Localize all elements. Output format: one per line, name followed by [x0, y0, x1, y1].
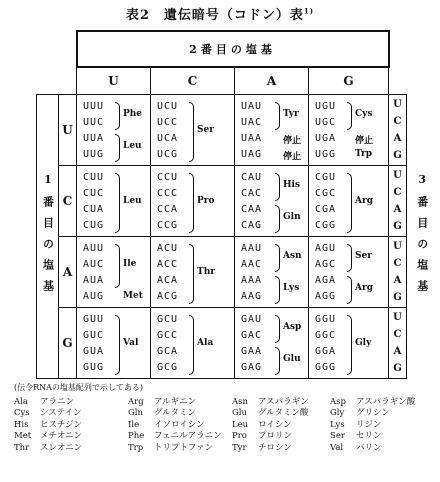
table-note: (伝令RNAの塩基配列で示してある)	[14, 383, 144, 392]
codon: ACU	[157, 243, 179, 254]
legend-abbreviation: Ile	[128, 419, 140, 430]
codon: CAG	[241, 220, 263, 231]
amino-acid-label: Asn	[283, 251, 302, 261]
title-reference: 1)	[303, 6, 315, 16]
legend-name: メチオニン	[40, 431, 82, 442]
legend-entry	[330, 443, 415, 454]
legend-entry	[330, 420, 415, 431]
codon: CCA	[157, 204, 179, 215]
codon: AAA	[241, 275, 263, 286]
codon: CUU	[83, 172, 105, 183]
codon-cell	[235, 95, 309, 166]
position2-base-u: U	[77, 67, 151, 95]
legend-name: グルタミン	[154, 408, 196, 419]
codon-cell	[151, 166, 235, 237]
legend-name: プロリン	[258, 431, 293, 442]
codon: UUG	[83, 149, 105, 160]
position3-base: C	[393, 187, 402, 198]
codon: CGA	[315, 204, 337, 215]
legend-name: リジン	[356, 419, 382, 430]
codon-group-brace	[347, 276, 352, 304]
codon: GUU	[83, 314, 105, 325]
codon: UUU	[83, 101, 105, 112]
amino-acid-label: Leu	[123, 141, 142, 151]
legend-abbreviation: Asn	[232, 397, 248, 407]
position3-base: C	[393, 329, 402, 340]
amino-acid-label: Gly	[355, 338, 372, 348]
position3-bases	[389, 308, 407, 379]
legend-entry	[330, 397, 415, 408]
position3-base: G	[393, 363, 402, 374]
codon-cell	[77, 237, 151, 308]
legend-abbreviation: Trp	[128, 442, 144, 453]
legend-name: アスパラギン	[258, 397, 309, 407]
codon: GAU	[241, 314, 263, 325]
codon-cell	[235, 308, 309, 379]
codon: ACC	[157, 259, 179, 270]
legend-entry	[14, 431, 82, 442]
table-title	[0, 4, 440, 23]
amino-acid-label: Glu	[283, 354, 301, 364]
codon-cell	[151, 237, 235, 308]
codon: GCG	[157, 362, 179, 373]
codon-group-brace	[189, 173, 194, 233]
amino-acid-label: 停止	[283, 152, 302, 162]
codon: GGG	[315, 362, 337, 373]
legend-name: アスパラギン酸	[356, 397, 416, 407]
amino-acid-label: Pro	[197, 196, 215, 206]
legend-name: ヒスチジン	[40, 419, 82, 430]
position3-bases	[389, 237, 407, 308]
codon-cell	[151, 308, 235, 379]
amino-acid-label: Ile	[123, 259, 137, 269]
legend-entry	[128, 397, 222, 408]
legend-entry	[232, 443, 309, 454]
position3-label: 3番目の塩基	[415, 172, 429, 301]
codon: AUC	[83, 259, 105, 270]
legend-name: バリン	[356, 442, 382, 453]
legend-abbreviation: Leu	[232, 419, 249, 430]
codon: UCU	[157, 101, 179, 112]
codon: GCA	[157, 346, 179, 357]
legend-abbreviation: Pro	[232, 431, 247, 442]
codon-group-brace	[275, 205, 280, 233]
amino-acid-label: Thr	[197, 267, 215, 277]
codon-group-brace	[115, 102, 120, 130]
codon: ACG	[157, 291, 179, 302]
codon: GUC	[83, 330, 105, 341]
legend-abbreviation: Gln	[128, 408, 143, 419]
position3-base: U	[393, 170, 402, 181]
codon-cell	[309, 237, 389, 308]
position3-base: U	[393, 241, 402, 252]
legend-entry	[14, 408, 82, 419]
position3-base: A	[393, 133, 402, 144]
codon: CGG	[315, 220, 337, 231]
legend-abbreviation: Ala	[14, 397, 28, 407]
codon-group-brace	[275, 315, 280, 343]
codon-group-brace	[275, 347, 280, 375]
codon: CCU	[157, 172, 179, 183]
codon: AAC	[241, 259, 263, 270]
legend-column	[128, 397, 222, 454]
amino-acid-label: Ser	[355, 251, 372, 261]
codon-cell	[309, 166, 389, 237]
codon: UAG	[241, 149, 263, 160]
position2-base-c: C	[151, 67, 235, 95]
legend-abbreviation: Arg	[128, 397, 144, 407]
position1-base: G	[59, 308, 77, 379]
codon: CUC	[83, 188, 105, 199]
legend-name: スレオニン	[40, 442, 83, 453]
codon-group-brace	[275, 276, 280, 304]
codon-cell	[235, 237, 309, 308]
amino-acid-label: 停止	[283, 136, 302, 146]
position3-base: A	[393, 275, 402, 286]
legend-name: グルタミン酸	[258, 408, 309, 419]
legend-abbreviation: Lys	[330, 419, 345, 430]
codon-group-brace	[189, 315, 194, 375]
codon-group-brace	[275, 102, 280, 130]
legend-name: アルギニン	[154, 397, 197, 407]
position1-base: A	[59, 237, 77, 308]
codon: GGA	[315, 346, 337, 357]
codon-cell	[77, 166, 151, 237]
codon-group-brace	[189, 102, 194, 162]
legend-entry	[232, 408, 309, 419]
codon: GAA	[241, 346, 263, 357]
amino-acid-label: Phe	[123, 109, 143, 119]
amino-acid-label: His	[283, 180, 300, 190]
codon: AGG	[315, 291, 337, 302]
codon: AAG	[241, 291, 263, 302]
codon: UCC	[157, 117, 179, 128]
position3-base: U	[393, 312, 402, 323]
codon-group-brace	[115, 244, 120, 288]
legend-abbreviation: Tyr	[232, 442, 247, 453]
codon: UGU	[315, 101, 337, 112]
codon-cell	[235, 166, 309, 237]
codon: UAC	[241, 117, 263, 128]
codon: GAC	[241, 330, 263, 341]
legend-column	[14, 397, 82, 454]
codon: CAC	[241, 188, 263, 199]
codon: AUU	[83, 243, 105, 254]
codon: CUG	[83, 220, 105, 231]
position3-base: A	[393, 346, 402, 357]
legend-column	[232, 397, 309, 454]
amino-acid-label: Leu	[123, 196, 142, 206]
amino-acid-label: Trp	[355, 149, 373, 159]
title-text: 表2 遺伝暗号（コドン）表	[125, 8, 304, 23]
position3-base: G	[393, 150, 402, 161]
amino-acid-label: Arg	[355, 196, 374, 206]
legend-name: トリプトファン	[154, 442, 214, 453]
legend-name: アラニン	[40, 397, 75, 407]
codon-cell	[77, 95, 151, 166]
position3-base: C	[393, 258, 402, 269]
codon: UUC	[83, 117, 105, 128]
position3-bases	[389, 95, 407, 166]
codon-cell	[309, 308, 389, 379]
codon-group-brace	[115, 173, 120, 233]
codon-group-brace	[275, 244, 280, 272]
codon: CAU	[241, 172, 263, 183]
codon: AGC	[315, 259, 337, 270]
codon: UUA	[83, 133, 105, 144]
legend-entry	[128, 431, 222, 442]
codon: CCG	[157, 220, 179, 231]
legend-abbreviation: Phe	[128, 431, 145, 442]
codon-group-brace	[189, 244, 194, 304]
legend-entry	[14, 397, 82, 408]
codon: AUG	[83, 291, 105, 302]
codon-cell	[309, 95, 389, 166]
amino-acid-label: Asp	[283, 322, 302, 332]
amino-acid-label: Arg	[355, 283, 374, 293]
amino-acid-label: Cys	[355, 109, 373, 119]
codon: CUA	[83, 204, 105, 215]
legend-entry	[128, 408, 222, 419]
codon: GCC	[157, 330, 179, 341]
codon-group-brace	[115, 134, 120, 162]
legend-name: イソロイシン	[154, 419, 205, 430]
codon: GUG	[83, 362, 105, 373]
position2-base-a: A	[235, 67, 309, 95]
position2-header: 2番目の塩基	[77, 31, 389, 67]
amino-acid-label: Lys	[283, 283, 300, 293]
position3-base: G	[393, 221, 402, 232]
amino-acid-label: Met	[123, 291, 143, 301]
codon: UCA	[157, 133, 179, 144]
legend-entry	[14, 420, 82, 431]
codon-rows	[37, 95, 437, 379]
position3-base: A	[393, 204, 402, 215]
legend-entry	[330, 408, 415, 419]
codon: AUA	[83, 275, 105, 286]
legend-name: グリシン	[356, 408, 390, 419]
amino-acid-label: Tyr	[283, 109, 299, 119]
position2-base-g: G	[309, 67, 389, 95]
codon: UAA	[241, 133, 263, 144]
position1-base: C	[59, 166, 77, 237]
codon: UGC	[315, 117, 337, 128]
codon: CGU	[315, 172, 337, 183]
codon: AAU	[241, 243, 263, 254]
legend-abbreviation: Met	[14, 431, 32, 442]
codon-group-brace	[275, 173, 280, 201]
position3-base: G	[393, 292, 402, 303]
codon-group-brace	[115, 315, 120, 375]
codon: GGC	[315, 330, 337, 341]
legend-entry	[128, 420, 222, 431]
codon-group-brace	[347, 102, 352, 130]
codon-cell	[151, 95, 235, 166]
codon: UGG	[315, 149, 337, 160]
codon: UCG	[157, 149, 179, 160]
codon: UGA	[315, 133, 337, 144]
amino-acid-label: Gln	[283, 212, 301, 222]
amino-acid-label: 停止	[355, 136, 374, 146]
amino-acid-label: Ala	[197, 338, 214, 348]
legend-entry	[330, 431, 415, 442]
codon: CCC	[157, 188, 179, 199]
legend-abbreviation: Ser	[330, 431, 345, 442]
legend-entry	[232, 420, 309, 431]
legend-abbreviation: Val	[330, 442, 344, 453]
legend-name: ロイシン	[258, 419, 292, 430]
legend-column	[330, 397, 415, 454]
legend-entry	[232, 431, 309, 442]
position1-base: U	[59, 95, 77, 166]
legend-name: システイン	[40, 408, 82, 419]
position3-base: U	[393, 99, 402, 110]
legend-name: フェニルアラニン	[154, 431, 222, 442]
codon: GCU	[157, 314, 179, 325]
codon: GAG	[241, 362, 263, 373]
codon-group-brace	[347, 315, 352, 375]
codon: UAU	[241, 101, 263, 112]
legend-name: チロシン	[258, 442, 292, 453]
codon-table	[36, 30, 437, 379]
legend-name: セリン	[356, 431, 382, 442]
legend-abbreviation: Cys	[14, 408, 30, 419]
codon: GGU	[315, 314, 337, 325]
amino-acid-label: Ser	[197, 125, 214, 135]
codon: AGU	[315, 243, 337, 254]
position3-bases	[389, 166, 407, 237]
codon-group-brace	[347, 173, 352, 233]
legend-abbreviation: Thr	[14, 442, 30, 453]
position1-label: 1番目の塩基	[37, 95, 59, 379]
legend-abbreviation: Gly	[330, 408, 345, 419]
codon: GUA	[83, 346, 105, 357]
legend-abbreviation: Glu	[232, 408, 247, 419]
position3-base: C	[393, 116, 402, 127]
legend-entry	[128, 443, 222, 454]
codon: AGA	[315, 275, 337, 286]
legend-abbreviation: Asp	[330, 397, 346, 407]
codon-group-brace	[347, 244, 352, 272]
codon-cell	[77, 308, 151, 379]
codon: ACA	[157, 275, 179, 286]
legend-entry	[232, 397, 309, 408]
legend-abbreviation: His	[14, 419, 29, 430]
legend-entry	[14, 443, 82, 454]
amino-acid-label: Val	[123, 338, 139, 348]
codon: CGC	[315, 188, 337, 199]
codon: CAA	[241, 204, 263, 215]
